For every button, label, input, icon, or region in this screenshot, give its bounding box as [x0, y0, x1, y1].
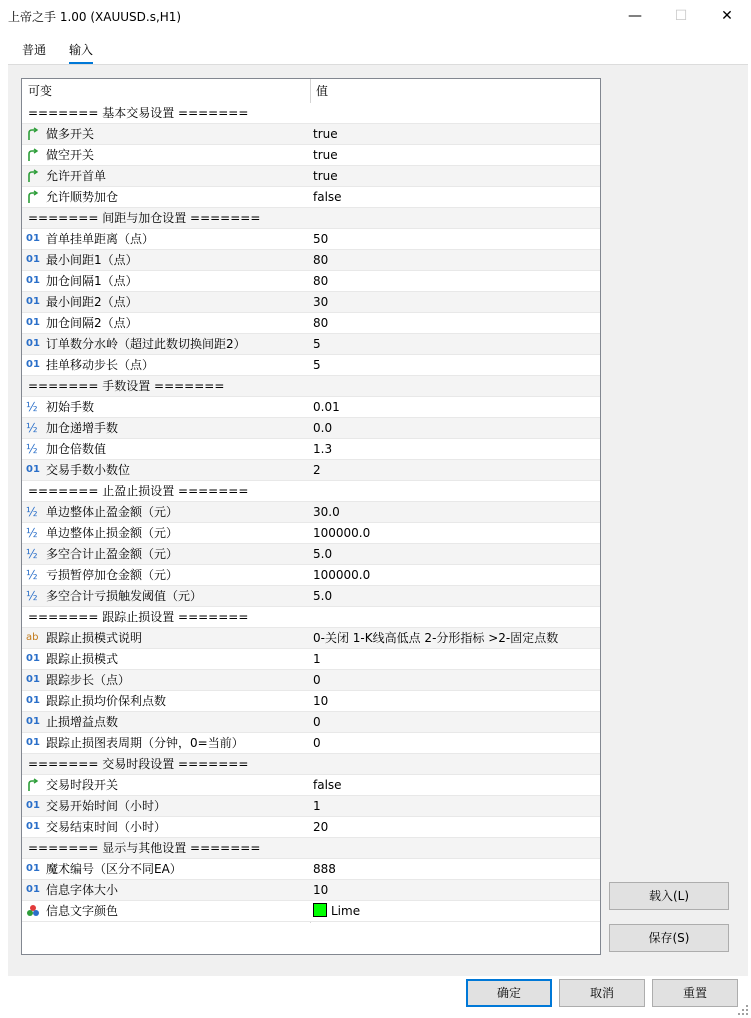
color-name: Lime	[331, 904, 361, 918]
tab-general[interactable]: 普通	[22, 43, 47, 57]
table-row[interactable]	[22, 586, 600, 607]
param-value[interactable]: 50	[313, 232, 329, 246]
param-name: 加仓间隔1（点）	[46, 274, 138, 288]
param-name: 加仓倍数值	[46, 442, 107, 456]
integer-icon: 01	[26, 296, 40, 307]
tab-inputs[interactable]: 输入	[69, 38, 93, 64]
double-icon: ½	[26, 400, 38, 414]
param-value[interactable]: 30.0	[313, 505, 340, 519]
table-row[interactable]	[22, 670, 600, 691]
param-name: 最小间距1（点）	[46, 253, 138, 267]
integer-icon: 01	[26, 653, 40, 664]
ok-button[interactable]: 确定	[466, 979, 552, 1007]
param-value[interactable]: 5.0	[313, 589, 333, 603]
minimize-button[interactable]: —	[628, 8, 642, 24]
param-name: 允许顺势加仓	[46, 190, 119, 204]
table-row[interactable]	[22, 544, 600, 565]
section-title: ======= 基本交易设置 =======	[28, 106, 249, 120]
param-value[interactable]: 0	[313, 715, 321, 729]
section-row[interactable]	[22, 481, 600, 502]
param-value[interactable]: true	[313, 169, 338, 183]
table-row[interactable]	[22, 355, 600, 376]
param-value[interactable]: 0	[313, 736, 321, 750]
param-name: 首单挂单距离（点）	[46, 232, 155, 246]
bool-arrow-icon	[26, 148, 42, 162]
param-name: 止损增益点数	[46, 715, 119, 729]
param-value[interactable]: 2	[313, 463, 321, 477]
table-row[interactable]	[22, 901, 600, 922]
resize-grip-icon[interactable]	[737, 1004, 749, 1016]
section-row[interactable]	[22, 376, 600, 397]
param-value[interactable]: 1	[313, 799, 321, 813]
param-value[interactable]: 80	[313, 274, 329, 288]
table-row[interactable]	[22, 775, 600, 796]
param-value[interactable]: true	[313, 127, 338, 141]
double-icon: ½	[26, 526, 38, 540]
param-value[interactable]: 5	[313, 358, 321, 372]
param-value[interactable]: 1	[313, 652, 321, 666]
table-row[interactable]	[22, 691, 600, 712]
table-row[interactable]	[22, 796, 600, 817]
param-value[interactable]: 20	[313, 820, 329, 834]
table-row[interactable]	[22, 817, 600, 838]
param-value[interactable]: false	[313, 190, 342, 204]
param-value[interactable]: 5	[313, 337, 321, 351]
integer-icon: 01	[26, 821, 40, 832]
header-value[interactable]: 值	[316, 84, 329, 98]
integer-icon: 01	[26, 674, 40, 685]
bool-arrow-icon	[26, 778, 42, 792]
table-row[interactable]	[22, 229, 600, 250]
param-name: 多空合计止盈金额（元）	[46, 547, 179, 561]
param-name: 跟踪止损模式说明	[46, 631, 143, 645]
param-value[interactable]: 0	[313, 673, 321, 687]
integer-icon: 01	[26, 254, 40, 265]
integer-icon: 01	[26, 317, 40, 328]
section-title: ======= 手数设置 =======	[28, 379, 225, 393]
section-title: ======= 显示与其他设置 =======	[28, 841, 261, 855]
table-row[interactable]	[22, 880, 600, 901]
bool-arrow-icon	[26, 190, 42, 204]
param-name: 魔术编号（区分不同EA）	[46, 862, 182, 876]
table-row[interactable]	[22, 460, 600, 481]
param-name: 交易时段开关	[46, 778, 119, 792]
param-name: 跟踪止损图表周期（分钟，0=当前）	[46, 736, 244, 750]
section-row[interactable]	[22, 607, 600, 628]
table-row[interactable]	[22, 292, 600, 313]
string-icon: ab	[26, 632, 39, 643]
param-name: 信息文字颜色	[46, 904, 119, 918]
reset-button[interactable]: 重置	[652, 979, 738, 1007]
double-icon: ½	[26, 421, 38, 435]
table-row[interactable]	[22, 439, 600, 460]
inputs-grid[interactable]	[21, 78, 601, 955]
grid-header	[22, 79, 600, 104]
param-name: 跟踪止损模式	[46, 652, 119, 666]
table-row[interactable]	[22, 565, 600, 586]
bool-arrow-icon	[26, 169, 42, 183]
integer-icon: 01	[26, 359, 40, 370]
table-row[interactable]	[22, 145, 600, 166]
param-value[interactable]: 100000.0	[313, 526, 371, 540]
grid-rows	[22, 103, 600, 922]
param-value[interactable]: 80	[313, 316, 329, 330]
param-name: 交易手数小数位	[46, 463, 131, 477]
param-value[interactable]: 0-关闭 1-K线高低点 2-分形指标 >2-固定点数	[313, 631, 559, 645]
param-name: 信息字体大小	[46, 883, 119, 897]
param-value[interactable]: 1.3	[313, 442, 333, 456]
param-name: 跟踪步长（点）	[46, 673, 131, 687]
window-title: 上帝之手 1.00 (XAUUSD.s,H1)	[8, 10, 182, 24]
param-name: 多空合计亏损触发阈值（元）	[46, 589, 203, 603]
save-button[interactable]: 保存(S)	[609, 924, 729, 952]
param-value[interactable]: 0.01	[313, 400, 340, 414]
param-name: 订单数分水岭（超过此数切换间距2）	[46, 337, 246, 351]
bool-arrow-icon	[26, 127, 42, 141]
section-title: ======= 间距与加仓设置 =======	[28, 211, 261, 225]
param-value[interactable]: true	[313, 148, 338, 162]
section-row[interactable]	[22, 754, 600, 775]
integer-icon: 01	[26, 233, 40, 244]
table-row[interactable]	[22, 334, 600, 355]
section-row[interactable]	[22, 208, 600, 229]
param-name: 最小间距2（点）	[46, 295, 138, 309]
param-name: 交易开始时间（小时）	[46, 799, 167, 813]
cancel-button[interactable]: 取消	[559, 979, 645, 1007]
param-value[interactable]: 10	[313, 883, 329, 897]
table-row[interactable]	[22, 628, 600, 649]
table-row[interactable]	[22, 502, 600, 523]
table-row[interactable]	[22, 523, 600, 544]
double-icon: ½	[26, 505, 38, 519]
param-value[interactable]: 30	[313, 295, 329, 309]
param-name: 交易结束时间（小时）	[46, 820, 167, 834]
integer-icon: 01	[26, 275, 40, 286]
maximize-button: ☐	[674, 8, 688, 24]
color-swatch	[313, 903, 327, 917]
section-row[interactable]	[22, 838, 600, 859]
param-name: 做空开关	[46, 148, 95, 162]
param-value[interactable]: 80	[313, 253, 329, 267]
param-name: 跟踪止损均价保利点数	[46, 694, 167, 708]
table-row[interactable]	[22, 250, 600, 271]
table-row[interactable]	[22, 712, 600, 733]
param-value[interactable]	[313, 901, 360, 921]
section-row[interactable]	[22, 103, 600, 124]
param-name: 挂单移动步长（点）	[46, 358, 155, 372]
double-icon: ½	[26, 442, 38, 456]
color-palette-icon	[26, 904, 42, 918]
table-row[interactable]	[22, 271, 600, 292]
param-value[interactable]: 10	[313, 694, 329, 708]
section-title: ======= 交易时段设置 =======	[28, 757, 249, 771]
table-row[interactable]	[22, 397, 600, 418]
table-row[interactable]	[22, 313, 600, 334]
integer-icon: 01	[26, 338, 40, 349]
param-name: 单边整体止盈金额（元）	[46, 505, 179, 519]
table-row[interactable]	[22, 418, 600, 439]
integer-icon: 01	[26, 884, 40, 895]
integer-icon: 01	[26, 737, 40, 748]
double-icon: ½	[26, 568, 38, 582]
param-name: 初始手数	[46, 400, 95, 414]
integer-icon: 01	[26, 863, 40, 874]
section-title: ======= 止盈止损设置 =======	[28, 484, 249, 498]
param-name: 允许开首单	[46, 169, 107, 183]
integer-icon: 01	[26, 464, 40, 475]
header-name[interactable]: 可变	[28, 84, 53, 98]
load-button[interactable]: 载入(L)	[609, 882, 729, 910]
param-name: 加仓递增手数	[46, 421, 119, 435]
table-row[interactable]	[22, 124, 600, 145]
table-row[interactable]	[22, 859, 600, 880]
param-value[interactable]: 5.0	[313, 547, 333, 561]
param-value[interactable]: 0.0	[313, 421, 333, 435]
double-icon: ½	[26, 547, 38, 561]
table-row[interactable]	[22, 187, 600, 208]
param-value[interactable]: 888	[313, 862, 336, 876]
param-value[interactable]: 100000.0	[313, 568, 371, 582]
integer-icon: 01	[26, 800, 40, 811]
table-row[interactable]	[22, 733, 600, 754]
double-icon: ½	[26, 589, 38, 603]
param-name: 加仓间隔2（点）	[46, 316, 138, 330]
integer-icon: 01	[26, 695, 40, 706]
close-button[interactable]: ✕	[721, 8, 733, 24]
section-title: ======= 跟踪止损设置 =======	[28, 610, 249, 624]
param-value[interactable]: false	[313, 778, 342, 792]
param-name: 单边整体止损金额（元）	[46, 526, 179, 540]
table-row[interactable]	[22, 649, 600, 670]
table-row[interactable]	[22, 166, 600, 187]
param-name: 做多开关	[46, 127, 95, 141]
title-bar	[0, 0, 751, 32]
param-name: 亏损暂停加仓金额（元）	[46, 568, 179, 582]
integer-icon: 01	[26, 716, 40, 727]
